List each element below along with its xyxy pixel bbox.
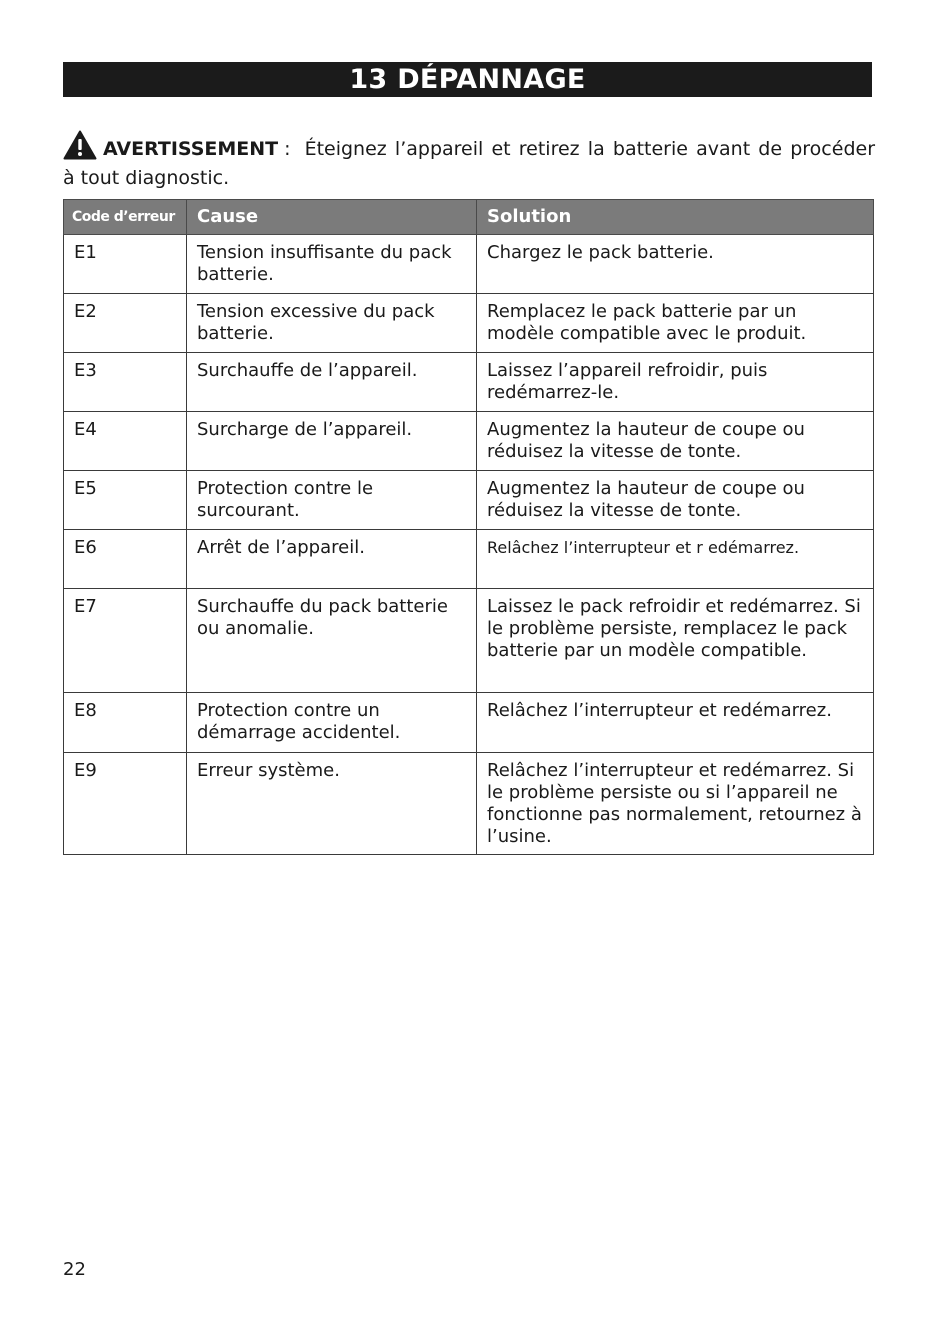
table-row: [64, 235, 874, 294]
error-solution: Augmentez la hauteur de coupe ou réduisez la vitesse de tonte.: [477, 412, 874, 471]
error-code-table: [63, 199, 874, 855]
error-code: E3: [64, 353, 187, 412]
table-row: [64, 589, 874, 693]
error-cause: Surchauffe du pack batterie ou anomalie.: [187, 589, 477, 693]
warning-notice: [63, 130, 875, 193]
error-cause: Surcharge de l’appareil.: [187, 412, 477, 471]
error-cause: Surchauffe de l’appareil.: [187, 353, 477, 412]
error-solution: Laissez l’appareil refroidir, puis redémarrez-le.: [477, 353, 874, 412]
page-title: 13 DÉPANNAGE: [63, 62, 872, 97]
error-cause: Tension excessive du pack batterie.: [187, 294, 477, 353]
error-code: E1: [64, 235, 187, 294]
table-row: [64, 412, 874, 471]
warning-text: Éteignez l’appareil et retirez la batterie avant de procéder à tout diagnostic.: [63, 138, 875, 189]
error-cause: Protection contre un démarrage accidentel.: [187, 693, 477, 753]
header-solution: Solution: [477, 200, 874, 235]
error-solution: Relâchez l’interrupteur et r edémarrez.: [477, 530, 874, 589]
table-row: [64, 693, 874, 753]
table-header-row: [64, 200, 874, 235]
error-solution: Augmentez la hauteur de coupe ou réduisez la vitesse de tonte.: [477, 471, 874, 530]
table-row: [64, 530, 874, 589]
table-row: [64, 294, 874, 353]
error-solution: Remplacez le pack batterie par un modèle compatible avec le produit.: [477, 294, 874, 353]
warning-triangle-icon: [63, 130, 97, 160]
warning-label: AVERTISSEMENT: [103, 138, 279, 160]
error-code: E7: [64, 589, 187, 693]
error-code: E8: [64, 693, 187, 753]
error-solution: Relâchez l’interrupteur et redémarrez. Si le problème persiste ou si l’appareil ne fonctionne pas normalement, retournez à l’usine.: [477, 753, 874, 855]
table-row: [64, 471, 874, 530]
error-code: E6: [64, 530, 187, 589]
error-solution: Laissez le pack refroidir et redémarrez. Si le problème persiste, remplacez le pack batterie par un modèle compatible.: [477, 589, 874, 693]
table-row: [64, 753, 874, 855]
error-cause: Erreur système.: [187, 753, 477, 855]
error-code: E2: [64, 294, 187, 353]
error-solution: Relâchez l’interrupteur et redémarrez.: [477, 693, 874, 753]
error-code: E4: [64, 412, 187, 471]
table-row: [64, 353, 874, 412]
page-number: 22: [63, 1259, 86, 1280]
error-solution: Chargez le pack batterie.: [477, 235, 874, 294]
header-code: Code d’erreur: [64, 200, 187, 235]
header-cause: Cause: [187, 200, 477, 235]
error-cause: Protection contre le surcourant.: [187, 471, 477, 530]
error-cause: Tension insuffisante du pack batterie.: [187, 235, 477, 294]
error-cause: Arrêt de l’appareil.: [187, 530, 477, 589]
error-code: E9: [64, 753, 187, 855]
warning-separator: :: [284, 138, 291, 160]
error-code: E5: [64, 471, 187, 530]
